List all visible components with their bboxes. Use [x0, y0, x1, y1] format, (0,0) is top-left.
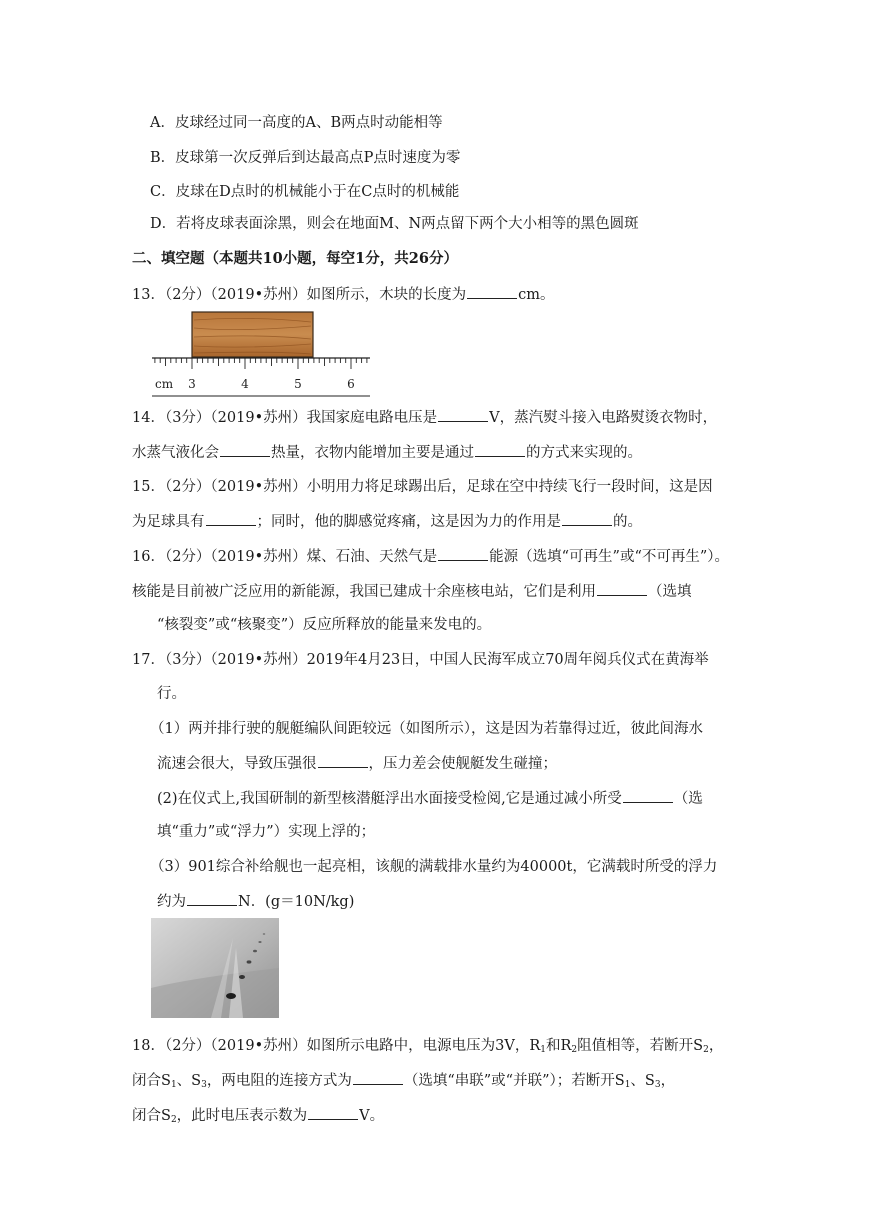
question-14-line-2: 水蒸气液化会 热量，衣物内能增加主要是通过 的方式来实现的。 — [132, 442, 642, 463]
ship — [239, 975, 245, 979]
question-18-line-1: 18．（2分）（2019•苏州）如图所示电路中，电源电压为3V，$R_1$和$R_2$阻值相等，若断开$S_2$， — [132, 1038, 724, 1055]
section-title: 二、填空题（本题共10小题，每空1分，共26分） — [132, 250, 458, 267]
answer-blank — [562, 511, 612, 526]
ruler-ticks — [155, 358, 367, 369]
option-a: A．皮球经过同一高度的A、B两点时动能相等 — [150, 115, 443, 131]
answer-blank — [353, 1070, 403, 1085]
answer-blank — [475, 442, 525, 457]
option-c: C．皮球在D点时的机械能小于在C点时的机械能 — [150, 184, 460, 200]
option-d: D．若将皮球表面涂黑，则会在地面M、N两点留下两个大小相等的黑色圆斑 — [150, 216, 639, 232]
question-18-line-3: 闭合$S_2$，此时电压表示数为 V。 — [132, 1105, 384, 1130]
question-17-part-1-line-1: （1）两并排行驶的舰艇编队间距较远（如图所示），这是因为若靠得过近，彼此间海水 — [150, 721, 703, 737]
ship — [226, 993, 236, 999]
answer-blank — [623, 788, 673, 803]
question-13: 13．（2分）（2019•苏州）如图所示，木块的长度为 cm。 — [132, 284, 555, 305]
answer-blank — [206, 511, 256, 526]
answer-blank — [438, 407, 488, 422]
ruler-unit: cm — [155, 377, 174, 391]
ship-formation-photo — [151, 918, 279, 1018]
question-17-part-1-line-2: 流速会很大，导致压强很 ，压力差会使舰艇发生碰撞； — [157, 753, 557, 774]
answer-blank — [318, 753, 368, 768]
answer-blank — [308, 1105, 358, 1120]
tick-label-6: 6 — [347, 377, 355, 391]
question-14-line-1: 14．（3分）（2019•苏州）我国家庭电路电压是 V，蒸汽熨斗接入电路熨烫衣物时， — [132, 407, 717, 428]
tick-label-4: 4 — [241, 377, 249, 391]
ship — [258, 941, 261, 943]
answer-blank — [467, 284, 517, 299]
question-16-line-1: 16．（2分）（2019•苏州）煤、石油、天然气是 能源（选填“可再生”或“不可再生”）。 — [132, 546, 729, 567]
question-16-line-3: “核裂变”或“核聚变”）反应所释放的能量来发电的。 — [157, 617, 492, 633]
ship — [247, 960, 252, 963]
question-17-part-2-line-1: (2)在仪式上,我国研制的新型核潜艇浮出水面接受检阅,它是通过减小所受 （选 — [157, 788, 703, 809]
question-17-part-3-line-2: 约为 N．(g＝10N/kg) — [157, 891, 354, 912]
question-15-line-1: 15．（2分）（2019•苏州）小明用力将足球踢出后，足球在空中持续飞行一段时间，这是因 — [132, 479, 713, 495]
answer-blank — [220, 442, 270, 457]
question-15-line-2: 为足球具有 ；同时，他的脚感觉疼痛，这是因为力的作用是 的。 — [132, 511, 642, 532]
answer-blank — [187, 891, 237, 906]
ruler-figure — [152, 310, 374, 400]
answer-blank — [438, 546, 488, 561]
ship — [263, 933, 266, 935]
question-18-line-2: 闭合$S_1$、$S_3$，两电阻的连接方式为 （选填“串联”或“并联”）；若断开$S_1$、$S_3$， — [132, 1070, 675, 1095]
option-b: B．皮球第一次反弹后到达最高点P点时速度为零 — [150, 150, 461, 166]
question-17-line-2: 行。 — [157, 686, 186, 702]
ship — [253, 950, 257, 953]
tick-label-5: 5 — [294, 377, 302, 391]
question-17-part-2-line-2: 填“重力”或“浮力”）实现上浮的； — [157, 824, 376, 840]
question-17-part-3-line-1: （3）901综合补给舰也一起亮相，该舰的满载排水量约为40000t，它满载时所受的浮力 — [150, 859, 718, 875]
question-16-line-2: 核能是目前被广泛应用的新能源，我国已建成十余座核电站，它们是利用 （选填 — [132, 581, 692, 602]
question-17-line-1: 17．（3分）（2019•苏州）2019年4月23日，中国人民海军成立70周年阅兵仪式在黄海举 — [132, 652, 709, 668]
answer-blank — [597, 581, 647, 596]
tick-label-3: 3 — [188, 377, 196, 391]
